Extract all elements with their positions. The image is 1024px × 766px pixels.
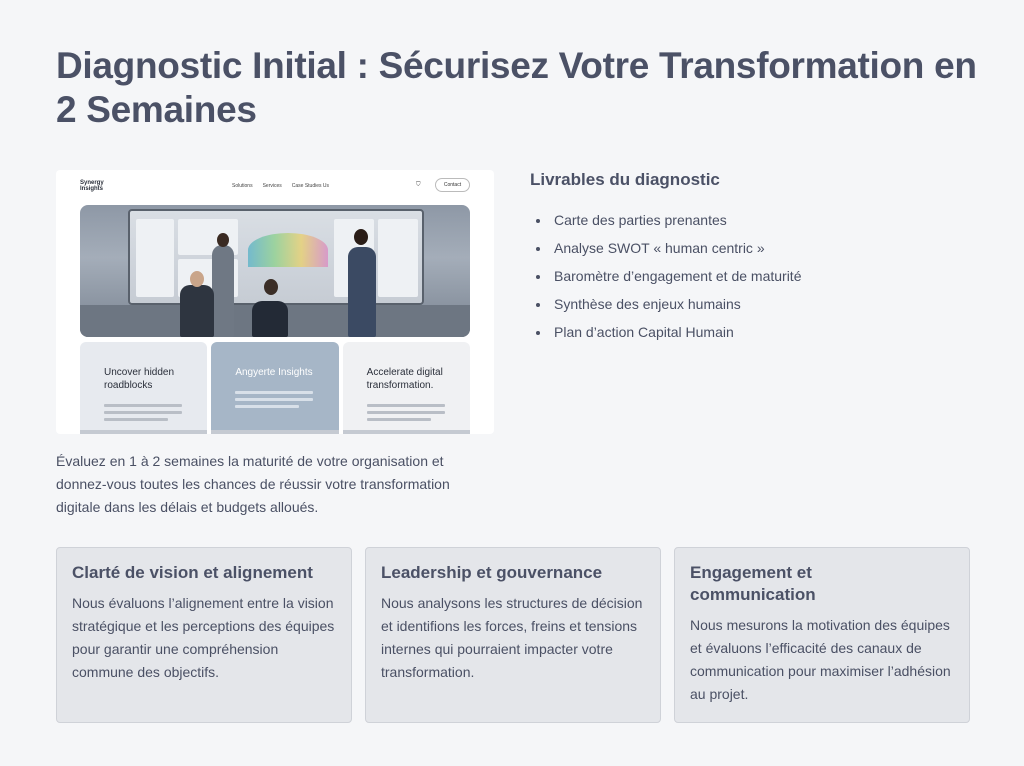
deliverable-item: Synthèse des enjeux humains: [530, 290, 801, 318]
preview-feature-cards: [80, 342, 470, 434]
preview-logo: Synergy Insights: [80, 180, 104, 192]
preview-nav-links: [232, 183, 329, 189]
preview-contact-button: Contact: [435, 178, 470, 192]
preview-card: Angyerte Insights: [211, 342, 338, 434]
feature-card-vision: [56, 547, 352, 723]
preview-card: Uncover hidden roadblocks: [80, 342, 207, 434]
preview-nav-link: Services: [262, 183, 282, 189]
deliverable-item: Analyse SWOT « human centric »: [530, 234, 801, 262]
preview-nav-link: Solutions: [232, 183, 253, 189]
deliverable-item: Plan d’action Capital Humain: [530, 318, 801, 346]
feature-card-title: Engagement et communication: [690, 563, 816, 604]
intro-paragraph: Évaluez en 1 à 2 semaines la maturité de votre organisation et donnez-vous toutes les chances de réussir votre transformation digitale dans les délais et budgets alloués.: [56, 453, 450, 515]
page-title: Diagnostic Initial : Sécurisez Votre Transformation en 2 Semaines: [56, 45, 977, 130]
feature-card-text: Nous évaluons l’alignement entre la vision stratégique et les perceptions des équipes pour garantir une compréhension commune des objectifs.: [72, 595, 335, 680]
feature-card-title: Leadership et gouvernance: [381, 563, 603, 582]
deliverables-title: Livrables du diagnostic: [530, 170, 720, 189]
deliverable-item: Baromètre d’engagement et de maturité: [530, 262, 801, 290]
feature-card-leadership: [365, 547, 661, 723]
preview-nav-link: Case Studies Us: [291, 183, 330, 189]
preview-card: Accelerate digital transformation.: [343, 342, 470, 434]
preview-filter-icon: ⛉: [416, 182, 421, 188]
feature-card-title: Clarté de vision et alignement: [72, 563, 313, 582]
preview-navbar: [56, 170, 494, 202]
deliverable-item: Carte des parties prenantes: [530, 206, 801, 234]
feature-card-text: Nous mesurons la motivation des équipes et évaluons l’efficacité des canaux de communication pour maximiser l’adhésion au projet.: [690, 617, 951, 702]
website-preview-image: [56, 170, 494, 434]
preview-hero-photo: [80, 205, 470, 337]
data-visualization: [248, 233, 328, 267]
feature-card-text: Nous analysons les structures de décision et identifions les forces, freins et tensions internes qui pourraient impacter votre transformation.: [381, 595, 643, 680]
deliverables-list: [530, 206, 801, 346]
feature-card-engagement: [674, 547, 970, 723]
